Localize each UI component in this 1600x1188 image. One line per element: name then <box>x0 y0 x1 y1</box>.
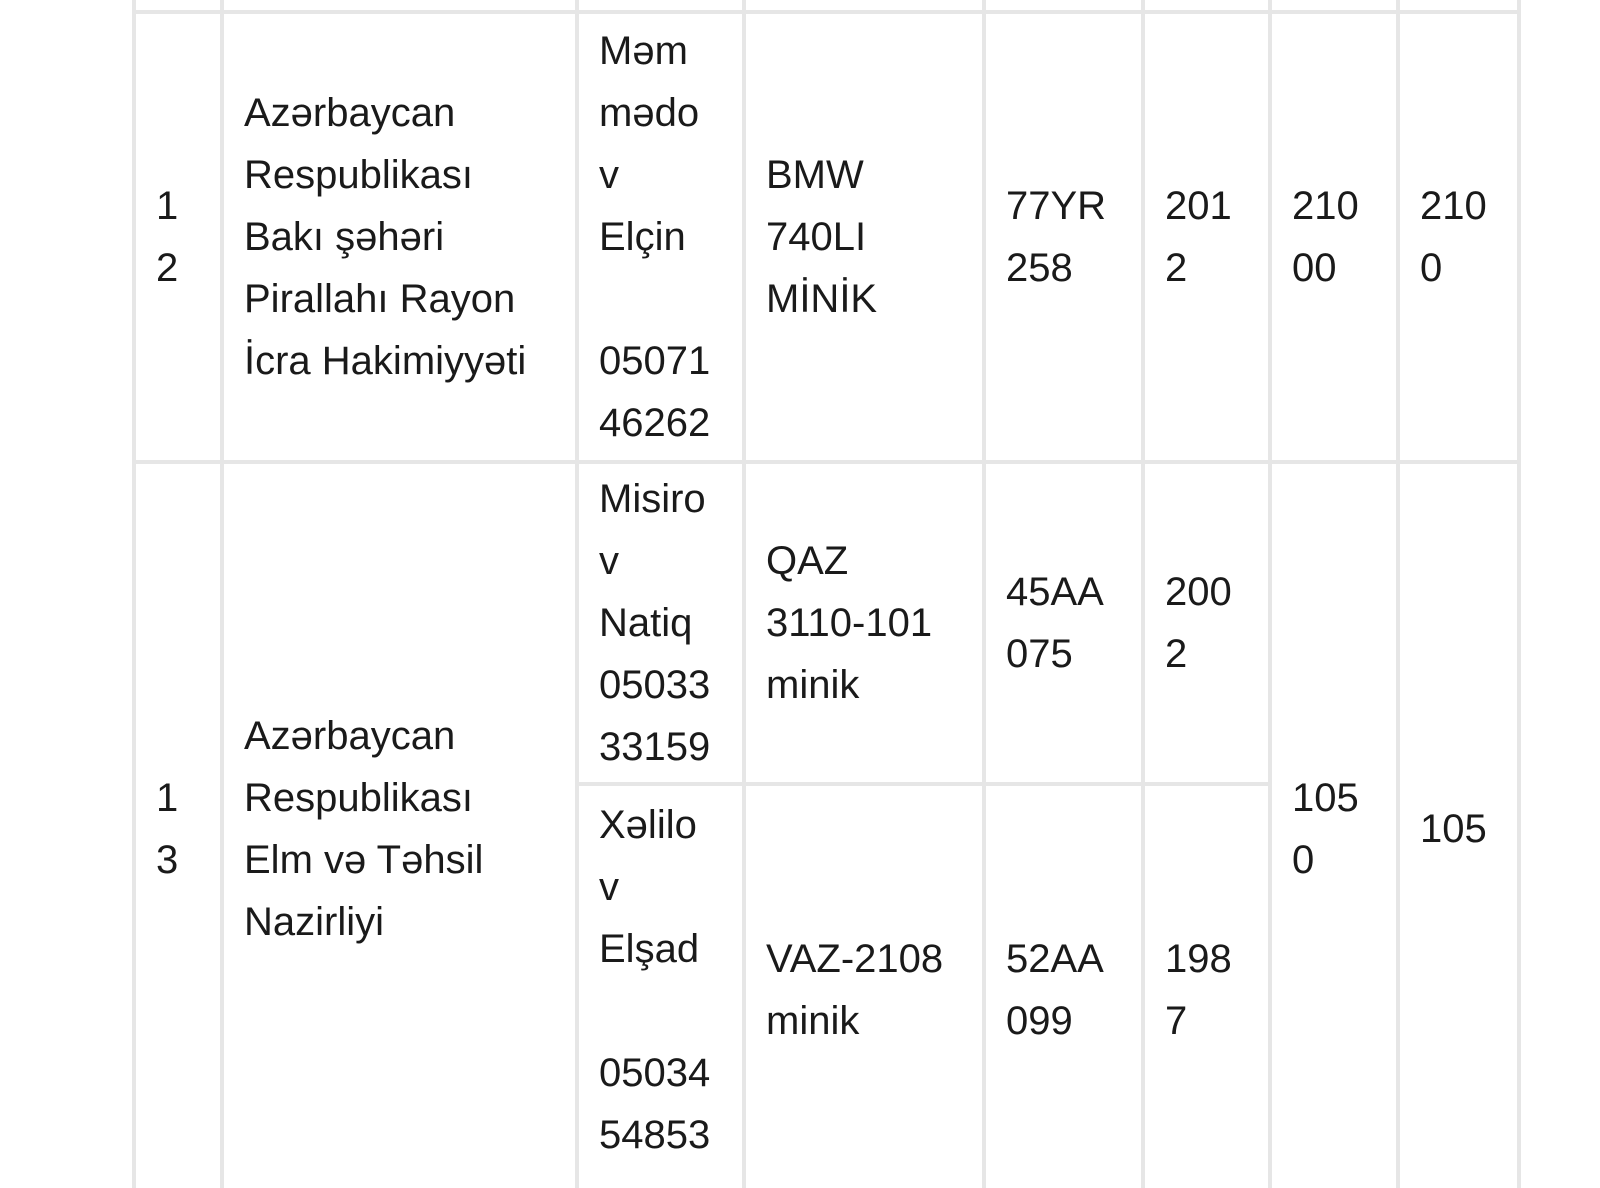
person-cell: Xəlilo v Elşad 05034 54853 <box>577 784 744 1188</box>
vehicle-cell: BMW 740LI MİNİK <box>744 12 984 462</box>
amount-cell: 210 0 <box>1398 12 1519 462</box>
table-cell <box>577 0 744 12</box>
row-number-cell: 1 2 <box>134 12 222 462</box>
amount-cell: 210 00 <box>1270 12 1398 462</box>
year-cell: 201 2 <box>1143 12 1270 462</box>
table-cell <box>984 0 1143 12</box>
table-row-partial-top <box>134 0 1519 12</box>
table-cell <box>134 0 222 12</box>
plate-cell: 52AA 099 <box>984 784 1143 1188</box>
person-cell: Məm mədo v Elçin 05071 46262 <box>577 12 744 462</box>
table-row <box>134 462 1519 784</box>
table-cell <box>1270 0 1398 12</box>
row-number-cell: 1 3 <box>134 462 222 1188</box>
vehicle-cell: QAZ 3110-101 minik <box>744 462 984 784</box>
year-cell: 200 2 <box>1143 462 1270 784</box>
plate-cell: 45AA 075 <box>984 462 1143 784</box>
table-cell <box>1143 0 1270 12</box>
year-cell: 198 7 <box>1143 784 1270 1188</box>
table-cell <box>744 0 984 12</box>
table-cell <box>1398 0 1519 12</box>
table-cell <box>222 0 577 12</box>
plate-cell: 77YR 258 <box>984 12 1143 462</box>
table-row <box>134 12 1519 462</box>
organization-cell: Azərbaycan Respublikası Elm və Təhsil Nazirliyi <box>222 462 577 1188</box>
person-cell: Misiro v Natiq 05033 33159 <box>577 462 744 784</box>
vehicle-cell: VAZ-2108 minik <box>744 784 984 1188</box>
organization-cell: Azərbaycan Respublikası Bakı şəhəri Pirallahı Rayon İcra Hakimiyyəti <box>222 12 577 462</box>
amount-cell: 105 0 <box>1270 462 1398 1188</box>
amount-cell: 105 <box>1398 462 1519 1188</box>
vehicle-table <box>132 0 1521 1188</box>
